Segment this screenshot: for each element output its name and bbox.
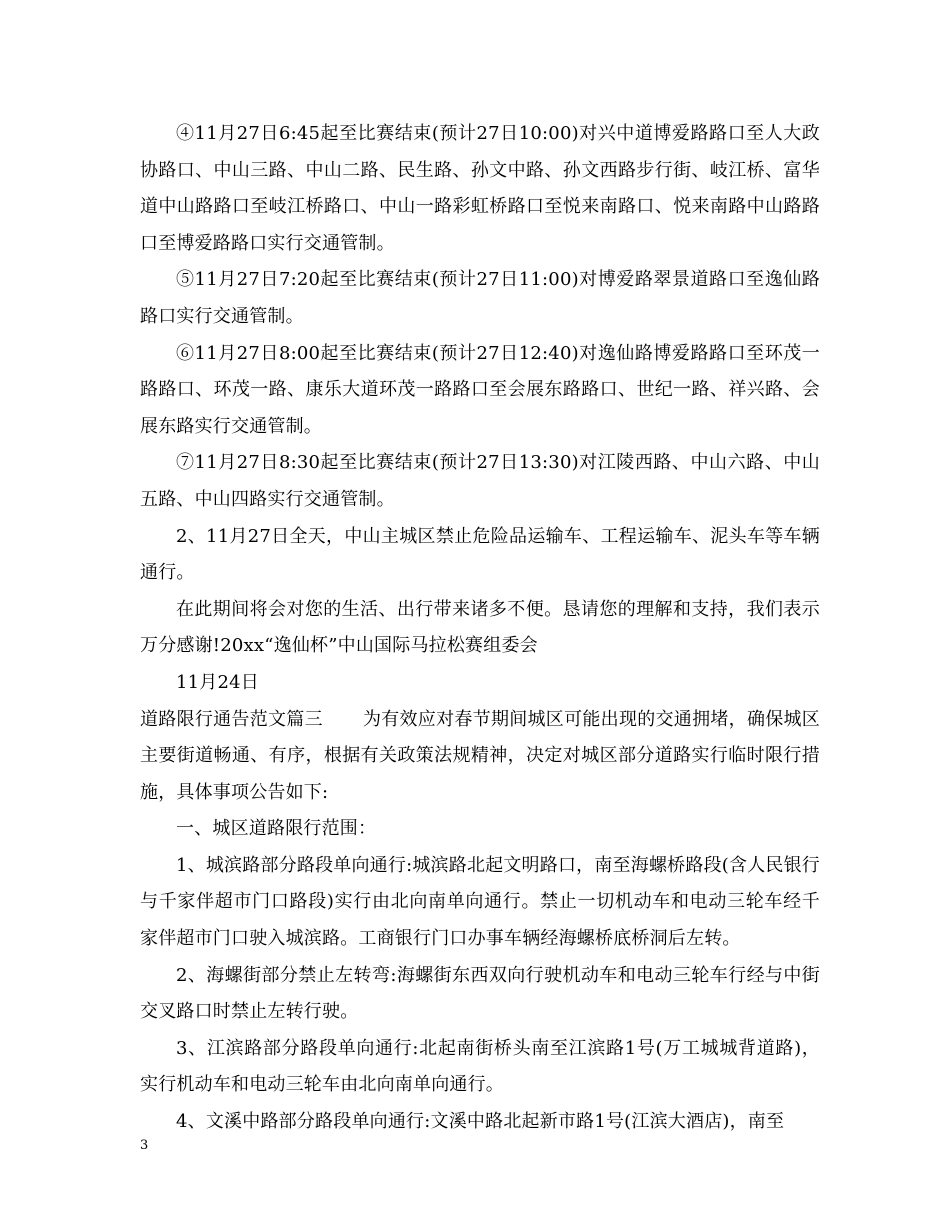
- paragraph-traffic-control-7: ⑦11月27日8:30起至比赛结束(预计27日13:30)对江陵西路、中山六路、中山五路、中山四路实行交通管制。: [140, 452, 820, 510]
- paragraph-apology-signature: 在此期间将会对您的生活、出行带来诸多不便。恳请您的理解和支持，我们表示万分感谢!20xx“逸仙杯”中山国际马拉松赛组委会: [140, 598, 820, 657]
- section-three-paragraph: [140, 702, 820, 812]
- paragraph-traffic-control-4: ④11月27日6:45起至比赛结束(预计27日10:00)对兴中道博爱路路口至人大政协路口、中山三路、中山二路、民生路、孙文中路、孙文西路步行街、岐江桥、富华道中山路路口至岐江桥路口、中山一路彩虹桥路口至悦来南路口、悦来南路中山路路口至博爱路路口实行交通管制。: [140, 123, 820, 254]
- section-intro: 为有效应对春节期间城区可能出现的交通拥堵，确保城区主要街道畅通、有序，根据有关政策法规精神，决定对城区部分道路实行临时限行措施，具体事项公告如下:: [140, 708, 820, 803]
- paragraph-rule-2: 2、海螺街部分禁止左转弯:海螺街东西双向行驶机动车和电动三轮车行经与中街交叉路口时禁止左转行驶。: [140, 964, 820, 1023]
- paragraph-traffic-control-6: ⑥11月27日8:00起至比赛结束(预计27日12:40)对逸仙路博爱路路口至环茂一路路口、环茂一路、康乐大道环茂一路路口至会展东路路口、世纪一路、祥兴路、会展东路实行交通管制。: [140, 342, 820, 437]
- page-number: 3: [140, 1138, 149, 1153]
- document-body: [140, 116, 820, 1141]
- paragraph-vehicle-ban: 2、11月27日全天，中山主城区禁止危险品运输车、工程运输车、泥头车等车辆通行。: [140, 525, 820, 584]
- section-heading: 道路限行通告范文篇三: [140, 708, 323, 730]
- paragraph-rule-3: 3、江滨路部分路段单向通行:北起南街桥头南至江滨路1号(万工城城背道路)，实行机动车和电动三轮车由北向南单向通行。: [140, 1037, 820, 1096]
- paragraph-traffic-control-5: ⑤11月27日7:20起至比赛结束(预计27日11:00)对博爱路翠景道路口至逸仙路路口实行交通管制。: [140, 269, 820, 327]
- paragraph-date: 11月24日: [176, 671, 260, 693]
- paragraph-rule-4: 4、文溪中路部分路段单向通行:文溪中路北起新市路1号(江滨大酒店)，南至: [176, 1111, 785, 1133]
- paragraph-rule-1: 1、城滨路部分路段单向通行:城滨路北起文明路口，南至海螺桥路段(含人民银行与千家伴超市门口路段)实行由北向南单向通行。禁止一切机动车和电动三轮车经千家伴超市门口驶入城滨路。工商银行门口办事车辆经海螺桥底桥洞后左转。: [140, 854, 820, 950]
- paragraph-scope-heading: 一、城区道路限行范围：: [176, 818, 377, 840]
